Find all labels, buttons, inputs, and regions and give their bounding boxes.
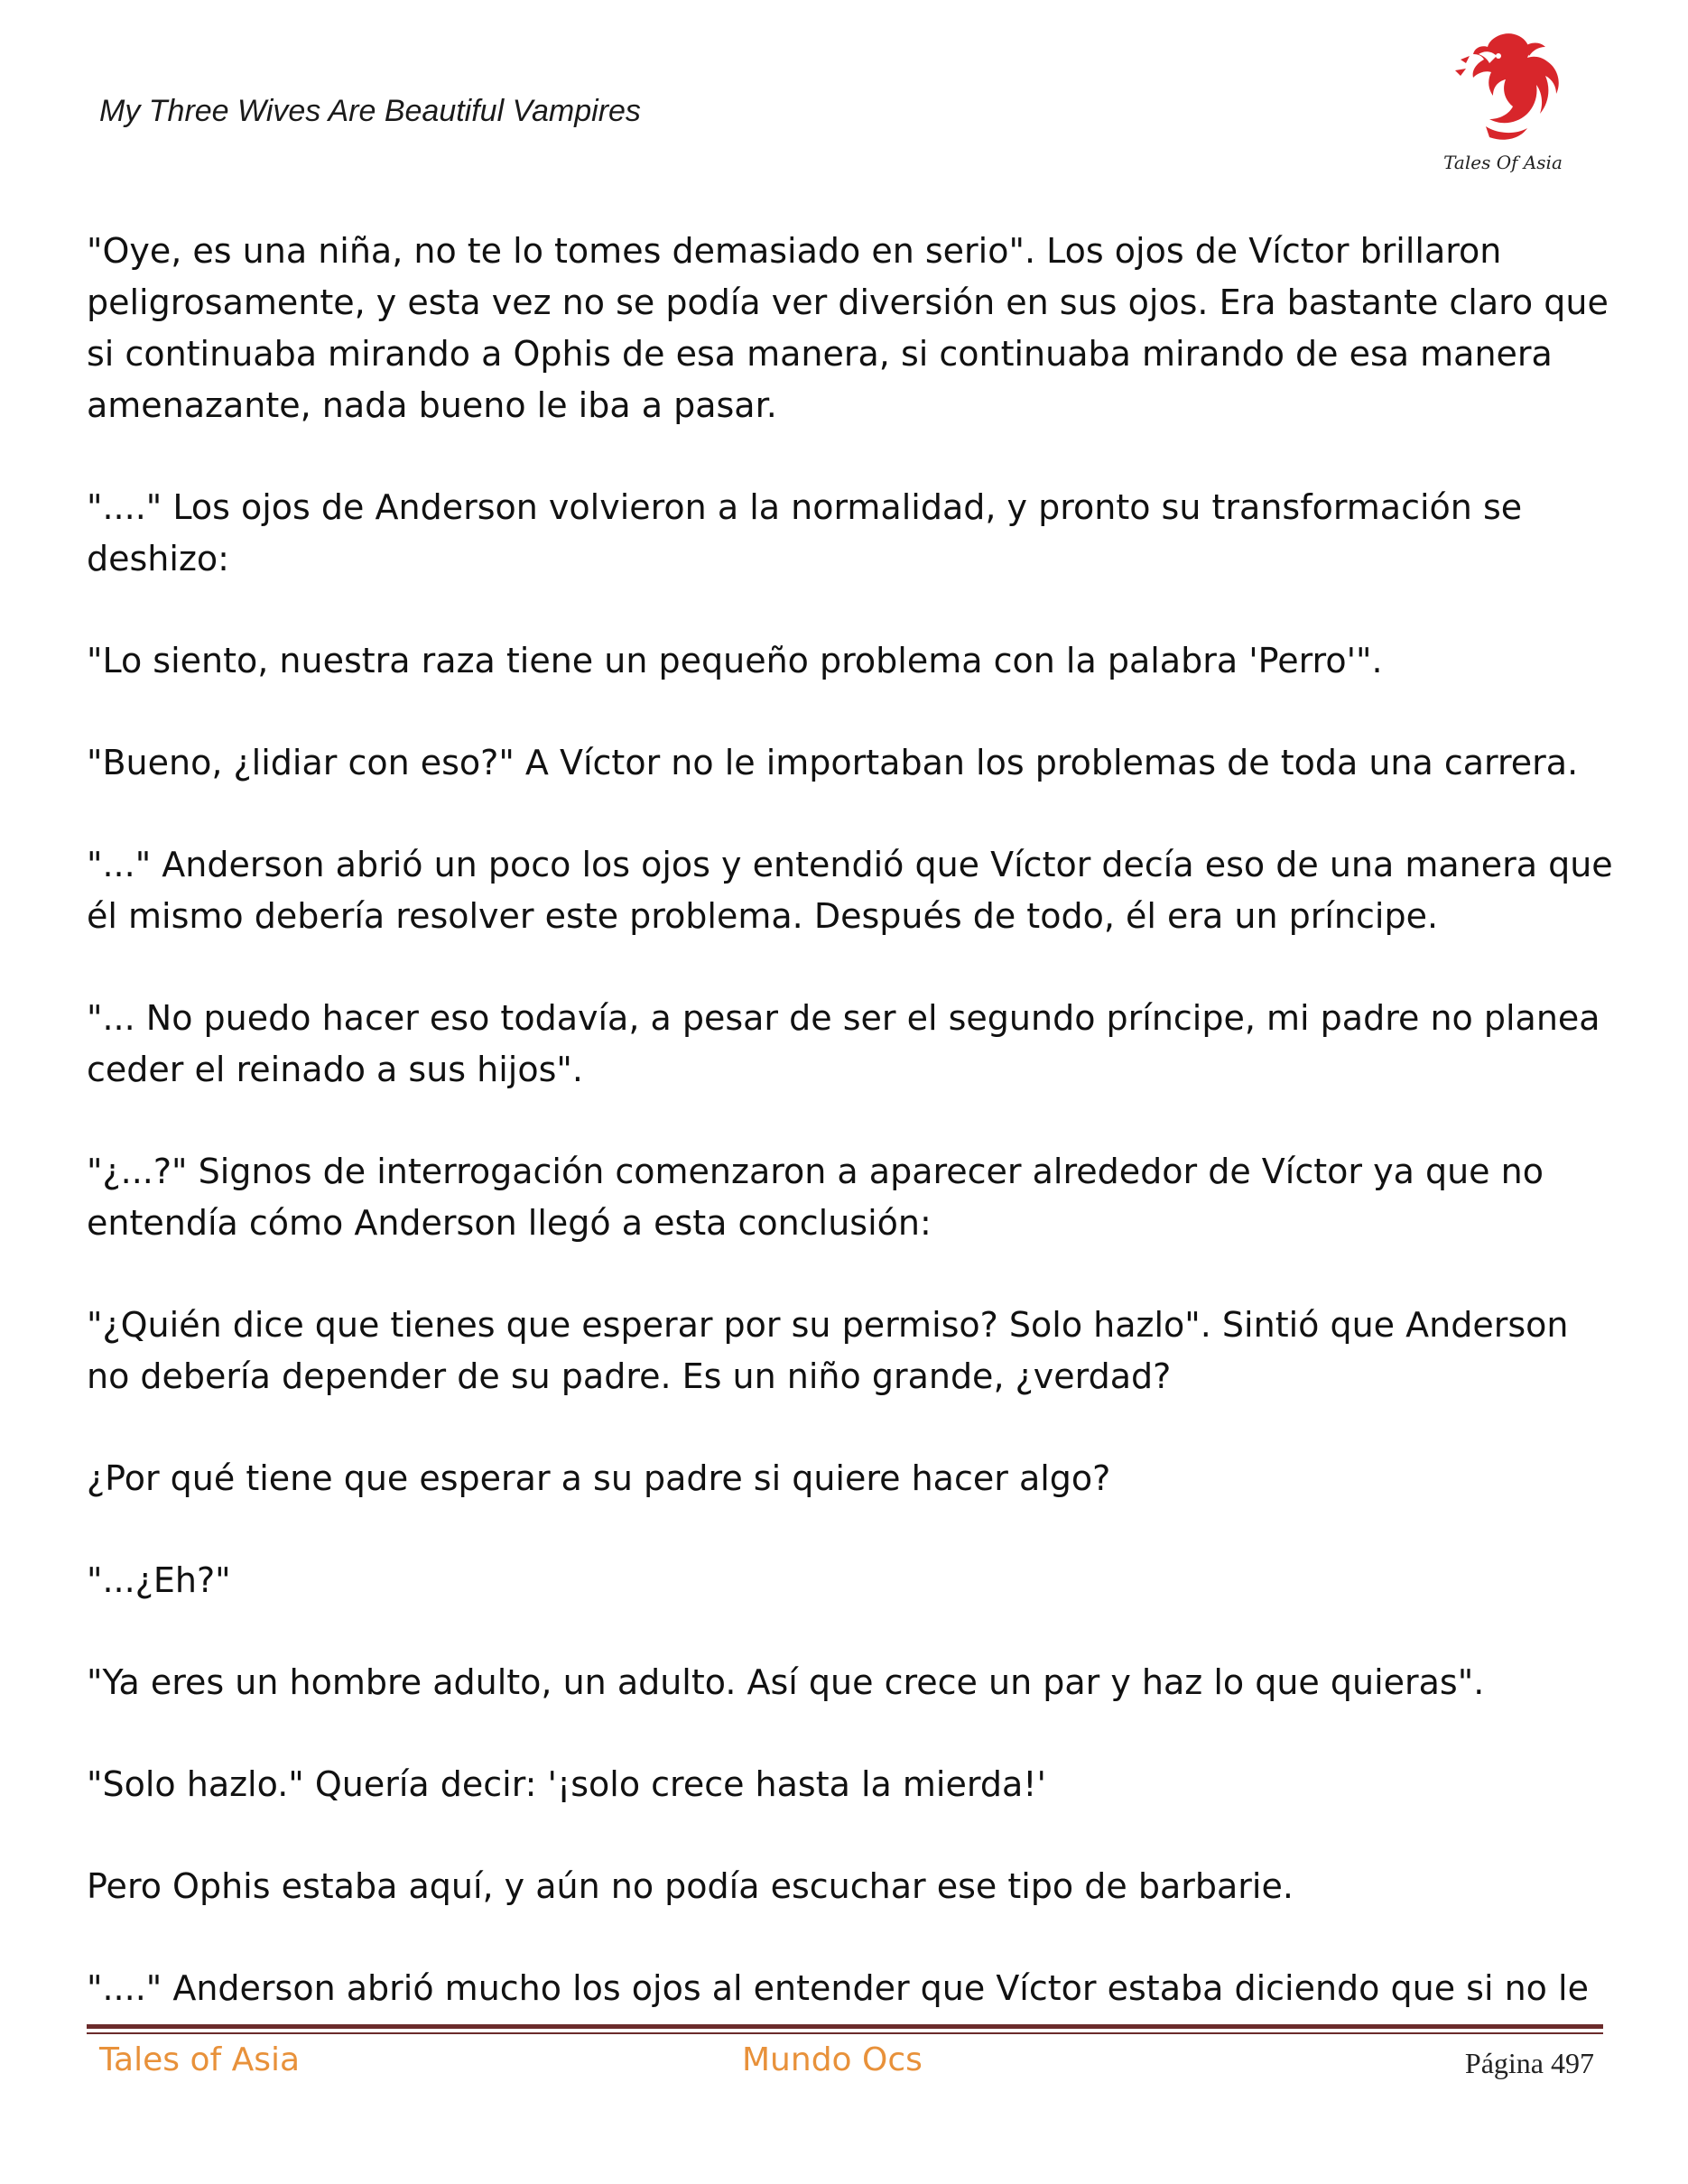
document-body <box>87 226 1621 2014</box>
book-title: My Three Wives Are Beautiful Vampires <box>99 94 641 128</box>
paragraph: Pero Ophis estaba aquí, y aún no podía escuchar ese tipo de barbarie. <box>87 1866 1294 1906</box>
logo-text: Tales Of Asia <box>1443 152 1563 173</box>
paragraph: "..." Anderson abrió un poco los ojos y entendió que Víctor decía eso de una manera que él mismo debería resolver este problema. Después de todo, él era un príncipe. <box>87 845 1613 936</box>
paragraph: "Lo siento, nuestra raza tiene un pequeño problema con la palabra 'Perro'". <box>87 641 1383 680</box>
paragraph: "Solo hazlo." Quería decir: '¡solo crece hasta la mierda!' <box>87 1764 1046 1804</box>
page-number: Página 497 <box>1464 2047 1594 2079</box>
paragraph: "Ya eres un hombre adulto, un adulto. Así que crece un par y haz lo que quieras". <box>87 1662 1485 1702</box>
paragraph: "...." Los ojos de Anderson volvieron a la normalidad, y pronto su transformación se deshizo: <box>87 487 1523 578</box>
paragraph: "Oye, es una niña, no te lo tomes demasiado en serio". Los ojos de Víctor brillaron peligrosamente, y esta vez no se podía ver diversión en sus ojos. Era bastante claro que si continuaba mirando a Ophis de esa manera, si continuaba mirando de esa manera amenazante, nada bueno le iba a pasar. <box>87 231 1609 425</box>
paragraph: ¿Por qué tiene que esperar a su padre si quiere hacer algo? <box>87 1458 1111 1498</box>
paragraph: "...¿Eh?" <box>87 1560 231 1600</box>
footer-divider <box>87 2024 1603 2029</box>
paragraph: "¿...?" Signos de interrogación comenzaron a aparecer alrededor de Víctor ya que no entendía cómo Anderson llegó a esta conclusión: <box>87 1152 1544 1243</box>
footer-divider-thin <box>87 2032 1603 2034</box>
paragraph: "¿Quién dice que tienes que esperar por su permiso? Solo hazlo". Sintió que Anderson no debería depender de su padre. Es un niño grande, ¿verdad? <box>87 1305 1569 1396</box>
paragraph: "Bueno, ¿lidiar con eso?" A Víctor no le importaban los problemas de toda una carrera. <box>87 743 1579 782</box>
footer-group-name: Mundo Ocs <box>742 2041 923 2078</box>
footer-site-name: Tales of Asia <box>99 2041 301 2078</box>
paragraph: "... No puedo hacer eso todavía, a pesar de ser el segundo príncipe, mi padre no planea ceder el reinado a sus hijos". <box>87 998 1600 1089</box>
paragraph: "...." Anderson abrió mucho los ojos al entender que Víctor estaba diciendo que si no le <box>87 1968 1589 2008</box>
